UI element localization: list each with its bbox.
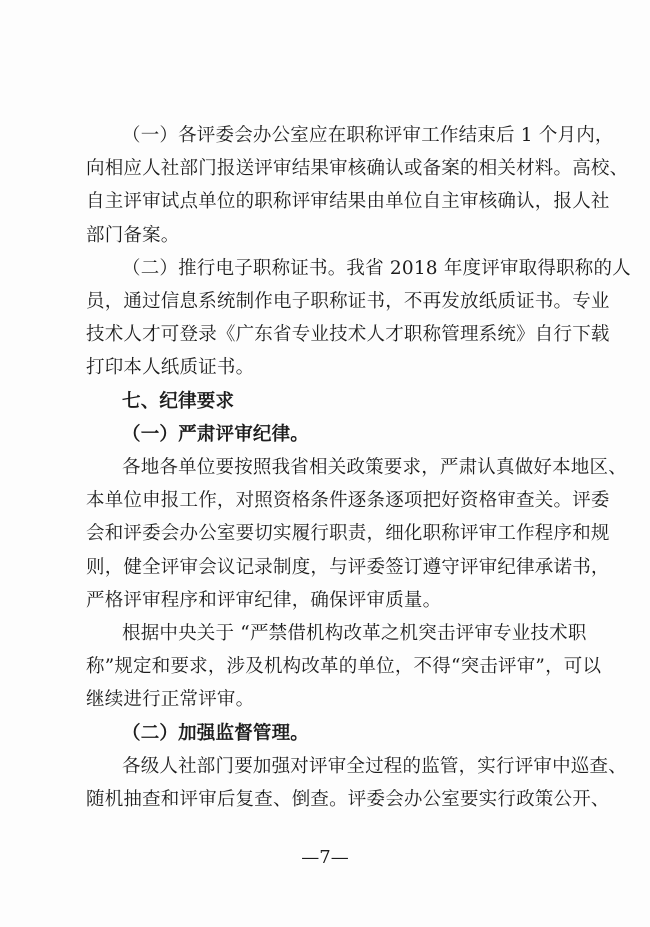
paragraph-1-line-2: 向相应人社部门报送评审结果审核确认或备案的相关材料。高校、	[86, 158, 629, 180]
paragraph-4-line-2: 称”规定和要求，涉及机构改革的单位，不得“突击评审”，可以	[86, 656, 602, 678]
paragraph-4-line-3: 继续进行正常评审。	[86, 689, 255, 711]
paragraph-3-line-4: 则，健全评审会议记录制度，与评委签订遵守评审纪律承诺书，	[86, 556, 610, 578]
paragraph-3-line-5: 严格评审程序和评审纪律，确保评审质量。	[86, 589, 442, 611]
section-7-heading: 七、纪律要求	[122, 390, 235, 412]
subsection-2-heading: （二）加强监督管理。	[122, 722, 310, 744]
paragraph-1-line-3: 自主评审试点单位的职称评审结果由单位自主审核确认，报人社	[86, 191, 610, 213]
paragraph-2-line-1: （二）推行电子职称证书。我省 2018 年度评审取得职称的人	[122, 257, 631, 279]
page-number: —7—	[301, 847, 349, 868]
paragraph-3-line-2: 本单位申报工作，对照资格条件逐条逐项把好资格审查关。评委	[86, 490, 610, 512]
paragraph-2-line-4: 打印本人纸质证书。	[86, 357, 255, 379]
paragraph-1-line-4: 部门备案。	[86, 224, 180, 246]
paragraph-3-line-3: 会和评委会办公室要切实履行职责，细化职称评审工作程序和规	[86, 523, 610, 545]
paragraph-4-line-1: 根据中央关于 “严禁借机构改革之机突击评审专业技术职	[122, 623, 587, 644]
paragraph-5-line-1: 各级人社部门要加强对评审全过程的监管，实行评审中巡查、	[122, 755, 627, 777]
paragraph-5-line-2: 随机抽查和评审后复查、倒查。评委会办公室要实行政策公开、	[86, 789, 610, 810]
subsection-1-heading: （一）严肃评审纪律。	[122, 423, 310, 445]
paragraph-2-line-2: 员，通过信息系统制作电子职称证书，不再发放纸质证书。专业	[86, 291, 610, 312]
paragraph-2-line-3: 技术人才可登录《广东省专业技术人才职称管理系统》自行下载	[86, 324, 610, 346]
paragraph-3-line-1: 各地各单位要按照我省相关政策要求，严肃认真做好本地区、	[122, 457, 627, 478]
paragraph-1-line-1: （一）各评委会办公室应在职称评审工作结束后 1 个月内，	[122, 125, 614, 146]
